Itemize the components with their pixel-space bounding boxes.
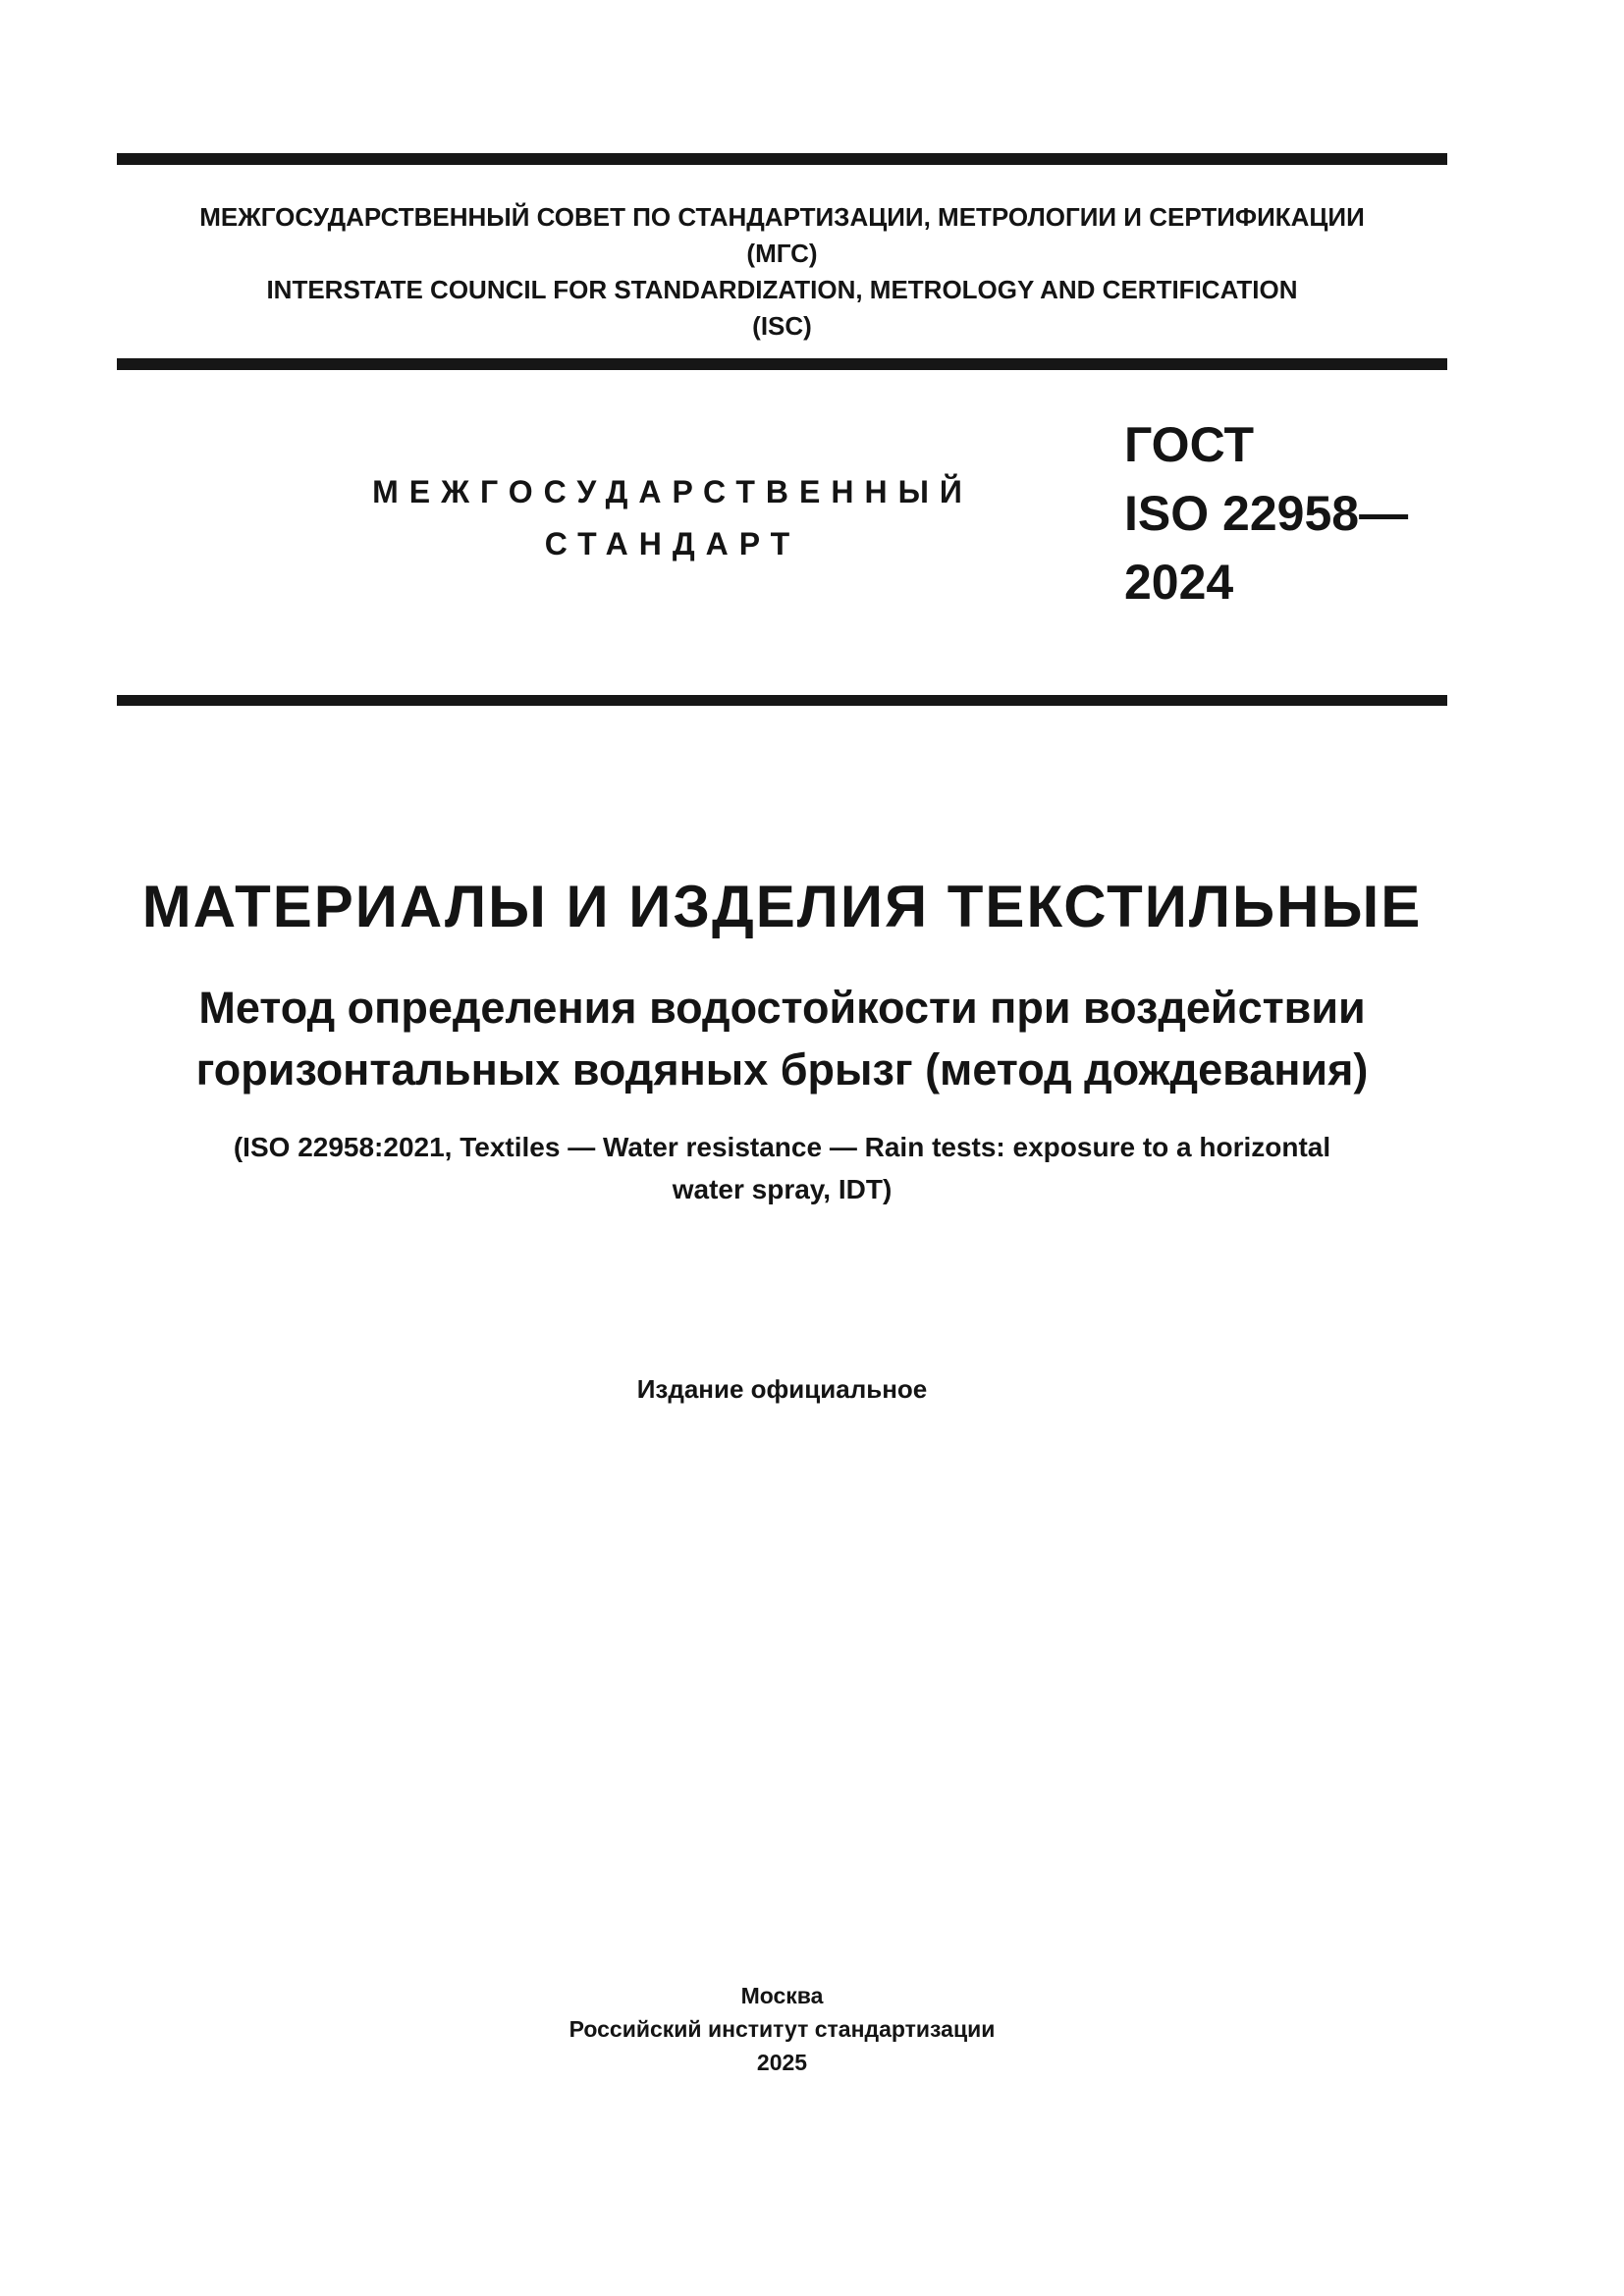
standard-type-line2: СТАНДАРТ: [544, 526, 801, 561]
iso-reference-line1: (ISO 22958:2021, Textiles — Water resistance — Rain tests: exposure to a horizontal: [233, 1132, 1331, 1162]
org-header: [117, 199, 1447, 345]
standard-type-label: [177, 466, 1168, 570]
imprint-year: 2025: [756, 2050, 808, 2075]
iso-reference-line2: water spray, IDT): [672, 1174, 893, 1204]
horizontal-rule-middle: [117, 358, 1447, 370]
org-abbreviation-en: (ISC): [752, 311, 812, 341]
designation-year: 2024: [1124, 555, 1234, 610]
imprint-publisher: Российский институт стандартизации: [568, 2016, 996, 2042]
org-council-name-ru: МЕЖГОСУДАРСТВЕННЫЙ СОВЕТ ПО СТАНДАРТИЗАЦИИ, МЕТРОЛОГИИ И СЕРТИФИКАЦИИ: [199, 202, 1365, 232]
horizontal-rule-lower: [117, 695, 1447, 706]
org-abbreviation-ru: (МГС): [746, 239, 818, 268]
designation-prefix: ГОСТ: [1124, 417, 1254, 472]
document-subtitle: [91, 977, 1473, 1100]
document-title: МАТЕРИАЛЫ И ИЗДЕЛИЯ ТЕКСТИЛЬНЫЕ: [141, 874, 1423, 939]
imprint: [117, 1979, 1447, 2079]
imprint-city: Москва: [740, 1983, 824, 2008]
designation-number: ISO 22958—: [1124, 486, 1409, 541]
document-subtitle-line2: горизонтальных водяных брызг (метод дождевания): [195, 1044, 1369, 1095]
org-council-name-en: INTERSTATE COUNCIL FOR STANDARDIZATION, METROLOGY AND CERTIFICATION: [266, 275, 1298, 304]
horizontal-rule-top: [117, 153, 1447, 165]
iso-reference: [91, 1126, 1473, 1210]
edition-note: Издание официальное: [636, 1374, 928, 1404]
standard-designation: [1124, 410, 1458, 616]
standard-type-line1: МЕЖГОСУДАРСТВЕННЫЙ: [372, 474, 973, 509]
document-subtitle-line1: Метод определения водостойкости при воздействии: [198, 983, 1366, 1033]
